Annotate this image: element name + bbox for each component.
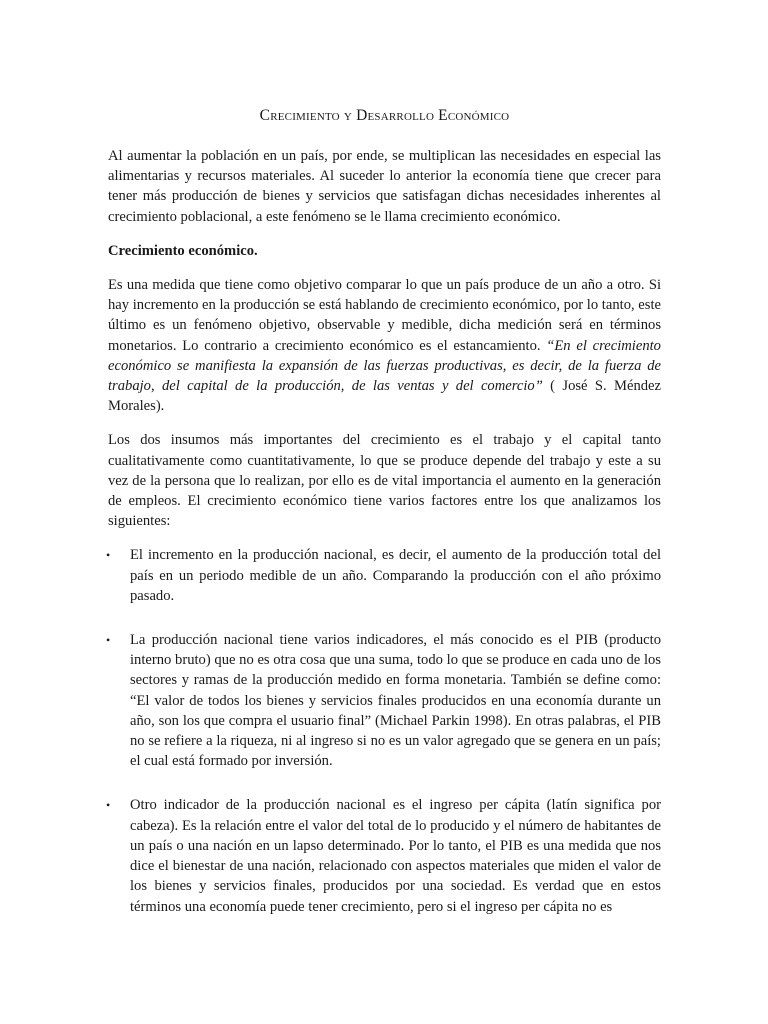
inputs-paragraph: Los dos insumos más importantes del crecimiento es el trabajo y el capital tanto cualitativamente como cuantitativamente, lo que se produce depende del trabajo y este a su vez de la persona que lo realizan, por ello es de vital importancia el aumento en la generación de empleos. El crecimiento económico tiene varios factores entre los que analizamos los siguientes:: [108, 432, 661, 530]
list-item-text: La producción nacional tiene varios indicadores, el más conocido es el PIB (producto interno bruto) que no es otra cosa que una suma, todo lo que se produce en cada uno de los sectores y ramas de la producción medido en forma monetaria. También se define como: “El valor de todos los bienes y servicios finales producidos en una economía durante un año, son los que compra el usuario final” (Michael Parkin 1998). En otras palabras, el PIB no se refiere a la riqueza, ni al ingreso si no es un valor agregado que se genera en un país; el cual está formado por inversión.: [130, 632, 661, 770]
page-title: Crecimiento y Desarrollo Económico: [259, 107, 510, 124]
list-item: [108, 545, 661, 606]
definition-paragraph: [108, 275, 661, 416]
bullet-marker: •: [106, 548, 111, 563]
factors-list: [108, 545, 661, 916]
definition-citation: ( José S. Méndez Morales).: [108, 378, 661, 415]
section-heading: Crecimiento económico.: [108, 242, 258, 259]
intro-paragraph: Al aumentar la población en un país, por ende, se multiplican las necesidades en especial las alimentarias y recursos materiales. Al suceder lo anterior la economía tiene que crecer para tener más producción de bienes y servicios que satisfagan dichas necesidades inherentes al crecimiento poblacional, a este fenómeno se le llama crecimiento económico.: [108, 148, 661, 225]
list-item-text: El incremento en la producción nacional, es decir, el aumento de la producción total del país en un periodo medible de un año. Comparando la producción con el año próximo pasado.: [130, 547, 661, 604]
bullet-marker: •: [106, 798, 111, 813]
list-item: [108, 795, 661, 916]
bullet-marker: •: [106, 633, 111, 648]
document-body: [108, 105, 661, 941]
definition-text: Es una medida que tiene como objetivo comparar lo que un país produce de un año a otro. Si hay incremento en la producción se está hablando de crecimiento económico, por lo tanto, este último es un fenómeno objetivo, observable y medible, dicha medición será en términos monetarios. Lo contrario a crecimiento económico es el estancamiento.: [108, 277, 661, 354]
list-item-text: Otro indicador de la producción nacional es el ingreso per cápita (latín significa por cabeza). Es la relación entre el valor del total de lo producido y el número de habitantes de un país o una nación en un lapso determinado. Por lo tanto, el PIB es una medida que nos dice el bienestar de una nación, relacionado con aspectos materiales que miden el valor de los bienes y servicios finales, producidos por una sociedad. Es verdad que en estos términos una economía puede tener crecimiento, pero si el ingreso per cápita no es: [130, 797, 661, 915]
list-item: [108, 630, 661, 771]
definition-quote: “En el crecimiento económico se manifiesta la expansión de las fuerzas productivas, es decir, de la fuerza de trabajo, del capital de la producción, de las ventas y del comercio”: [108, 337, 661, 395]
